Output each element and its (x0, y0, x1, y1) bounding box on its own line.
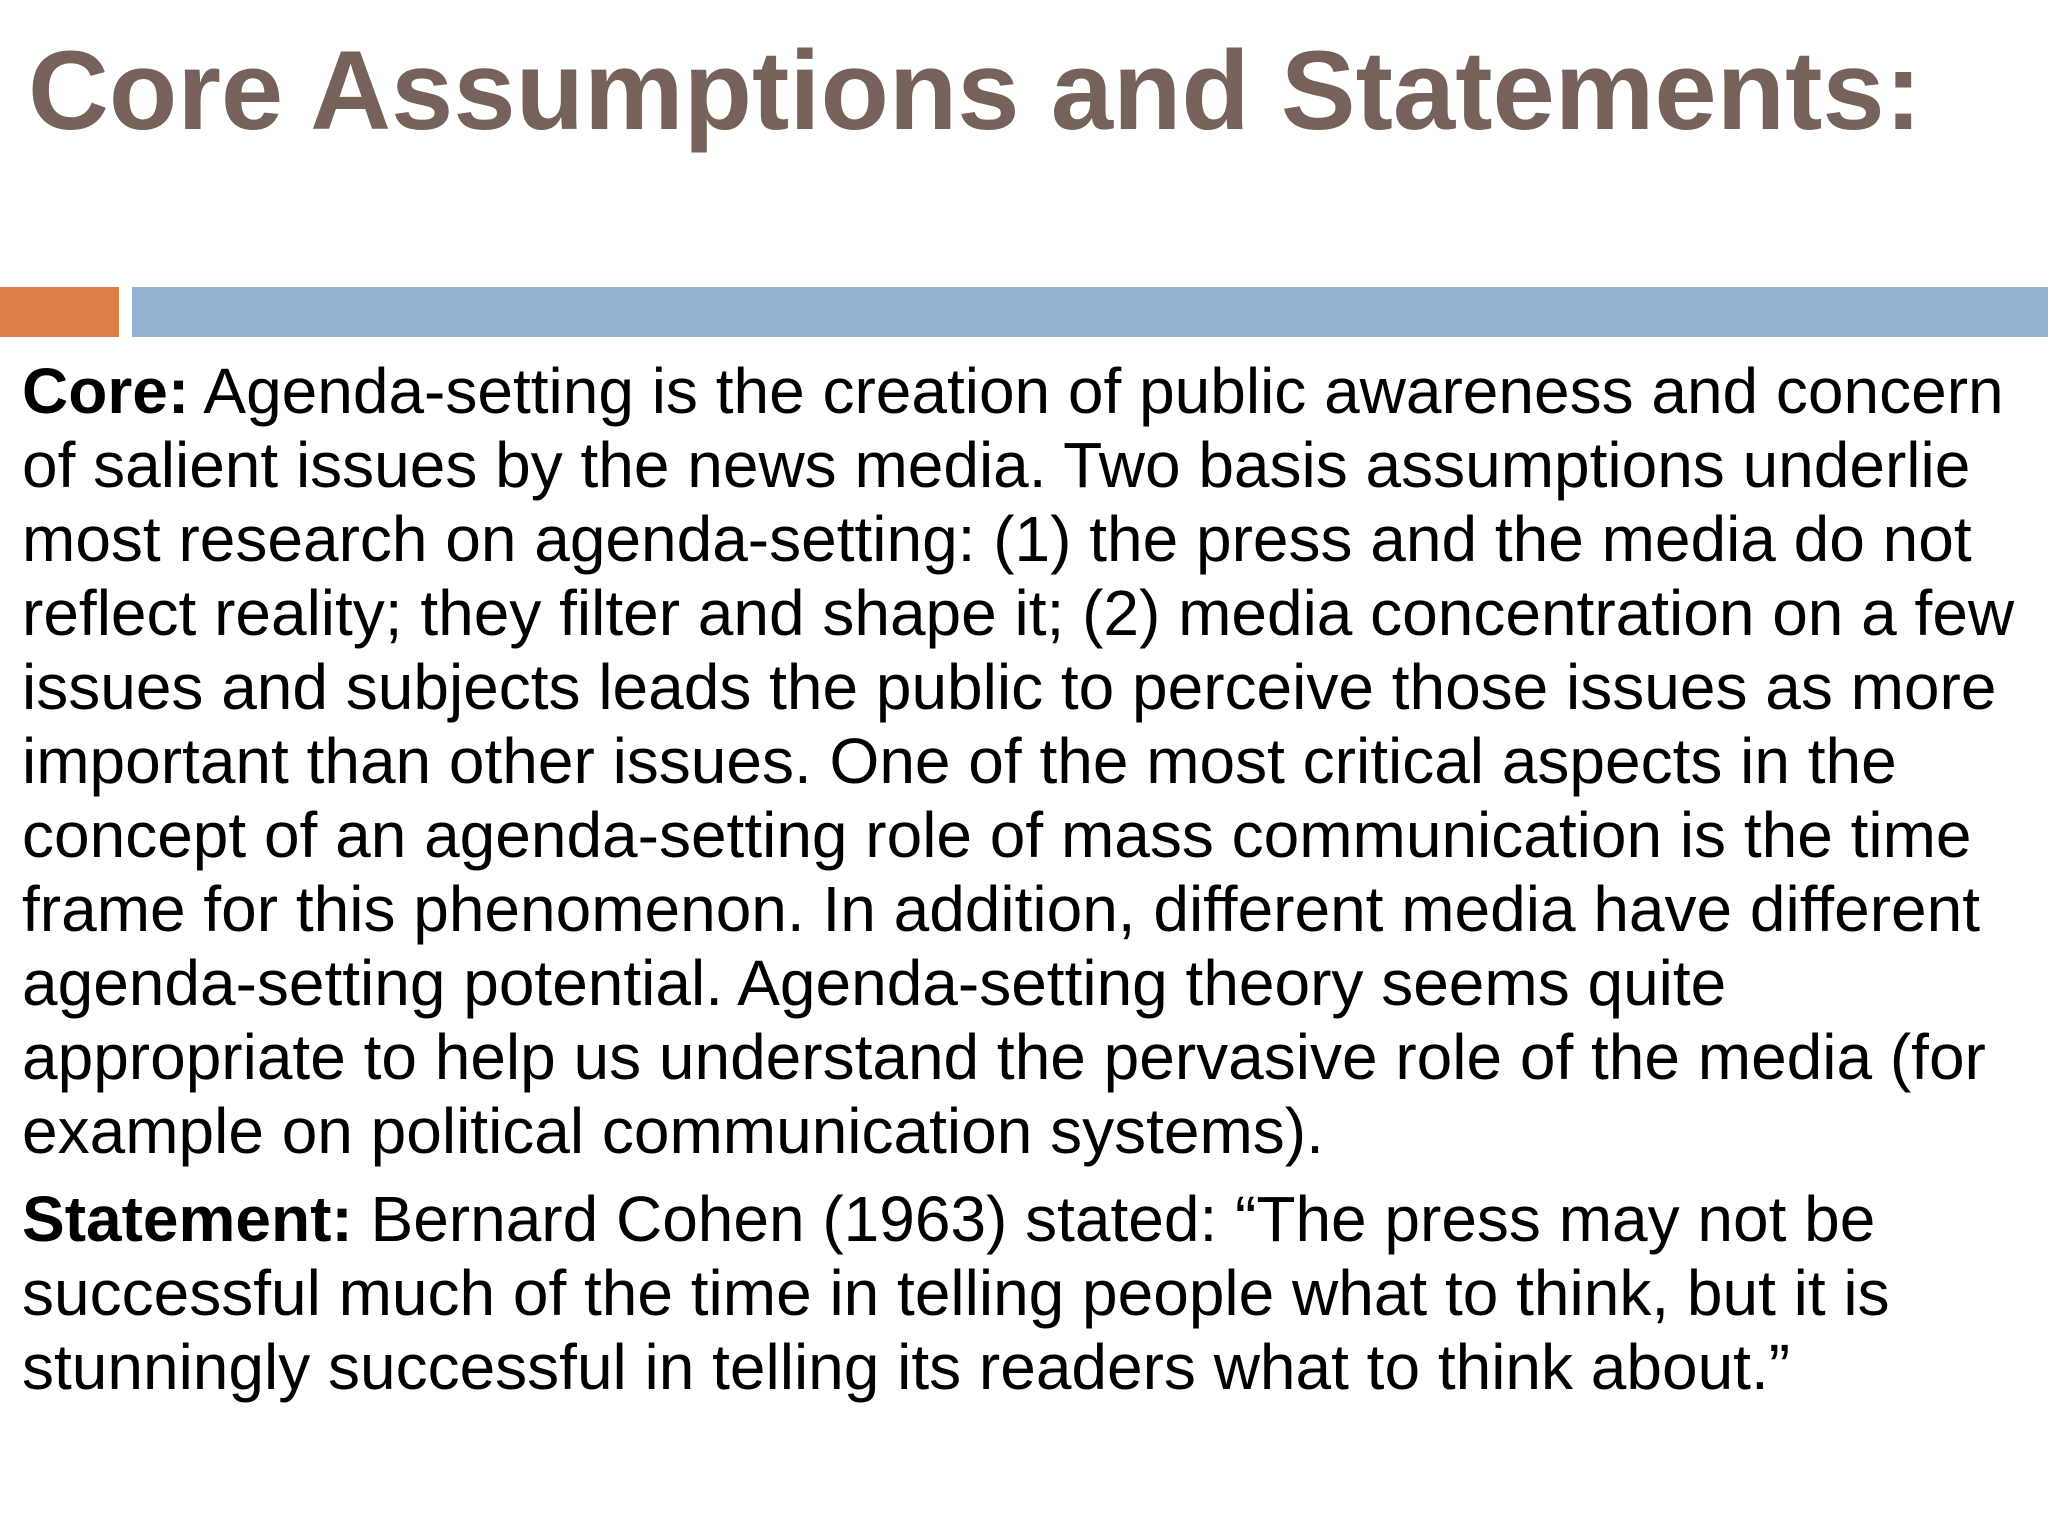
statement-paragraph (22, 1182, 2032, 1404)
statement-text: Bernard Cohen (1963) stated: “The press may not be successful much of the time in telling people what to think, but it is stunningly successful in telling its readers what to think about.” (22, 1183, 1890, 1403)
core-text: Agenda-setting is the creation of public awareness and concern of salient issues by the news media. Two basis assumptions underlie most research on agenda-setting: (1) the press and the media do not reflect reality; they filter and shape it; (2) media concentration on a few issues and subjects leads the public to perceive those issues as more important than other issues. One of the most critical aspects in the concept of an agenda-setting role of mass communication is the time frame for this phenomenon. In addition, different media have different agenda-setting potential. Agenda-setting theory seems quite appropriate to help us understand the pervasive role of the media (for example on political communication systems). (22, 355, 2015, 1167)
title-accent-bar-blue (132, 287, 2048, 337)
title-accent-bar-orange (0, 287, 119, 337)
core-label: Core: (22, 355, 190, 427)
slide-body (22, 354, 2032, 1404)
core-paragraph (22, 354, 2032, 1168)
statement-label: Statement: (22, 1183, 353, 1255)
slide-title: Core Assumptions and Statements: (28, 28, 1922, 153)
